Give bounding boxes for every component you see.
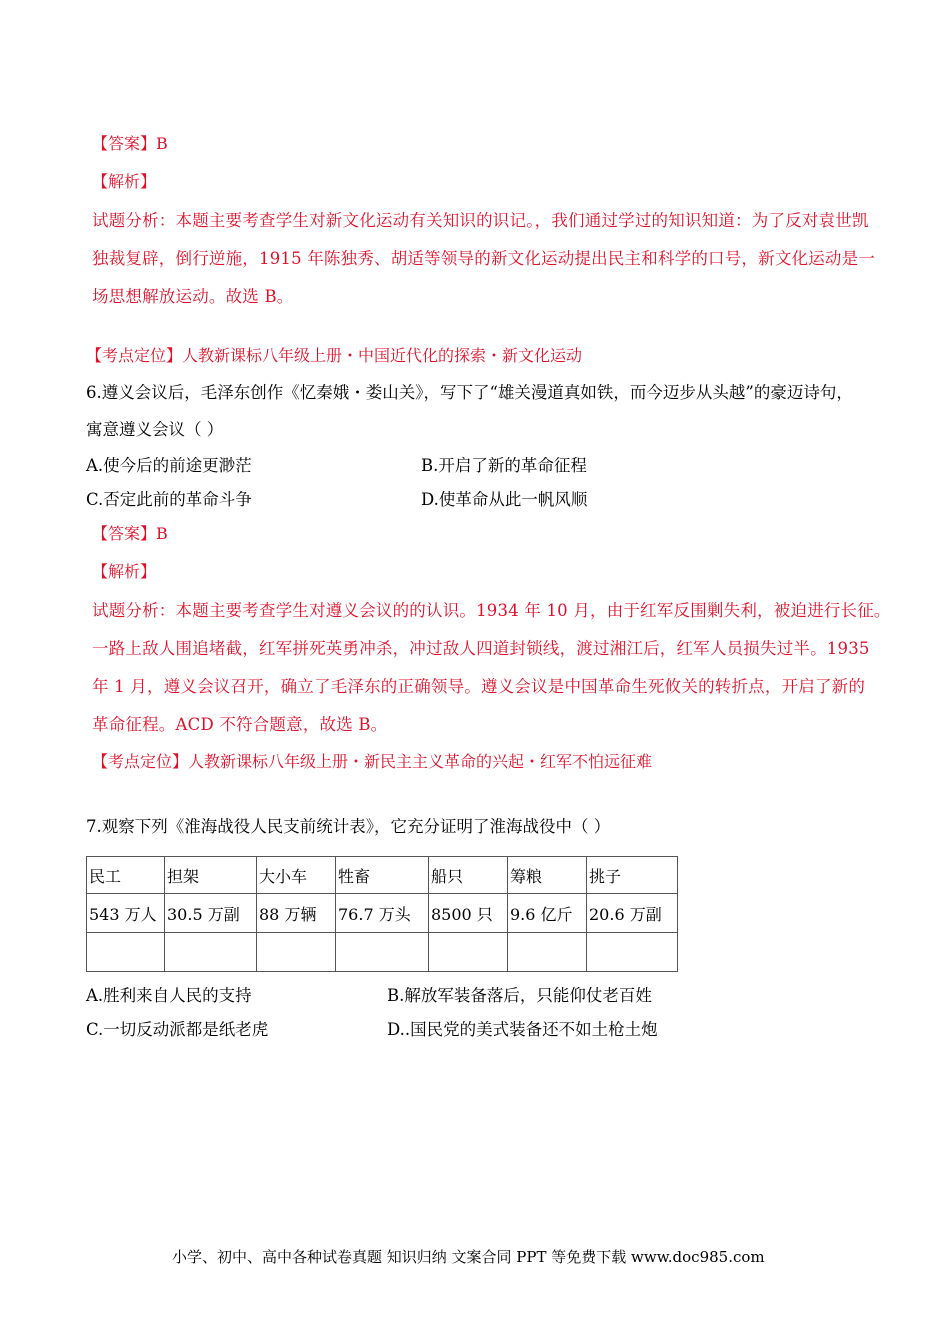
option-label: A. bbox=[86, 456, 104, 475]
q5-analysis-line-3: 场思想解放运动。故选 B。 bbox=[92, 287, 294, 306]
option-label: B. bbox=[421, 456, 439, 475]
table-header-cell: 大小车 bbox=[257, 857, 336, 894]
option-label: C. bbox=[86, 490, 104, 509]
table-header-cell: 挑子 bbox=[587, 857, 678, 894]
table-header-row bbox=[87, 857, 678, 894]
q6-answer-value: B bbox=[156, 524, 168, 543]
option-text: 使革命从此一帆风顺 bbox=[438, 490, 588, 509]
q6-option-d bbox=[421, 486, 587, 510]
table-cell: 88 万辆 bbox=[257, 894, 336, 933]
table-cell bbox=[508, 933, 587, 972]
option-label: D. bbox=[421, 490, 439, 509]
option-text: 胜利来自人民的支持 bbox=[103, 986, 252, 1005]
table-header-cell: 船只 bbox=[429, 857, 508, 894]
q5-answer-label: 【答案】 bbox=[92, 134, 157, 153]
q6-option-b bbox=[421, 452, 587, 476]
table-cell bbox=[165, 933, 257, 972]
option-text: 开启了新的革命征程 bbox=[438, 456, 587, 475]
option-label: A. bbox=[86, 986, 104, 1005]
table-cell bbox=[587, 933, 678, 972]
table-cell bbox=[429, 933, 508, 972]
q5-analysis-line-1: 试题分析：本题主要考查学生对新文化运动有关知识的识记。，我们通过学过的知识知道：为了反对袁世凯 bbox=[92, 211, 869, 230]
table-header-cell: 民工 bbox=[87, 857, 165, 894]
q6-analysis-line-2: 一路上敌人围追堵截，红军拼死英勇冲杀，冲过敌人四道封锁线，渡过湘江后，红军人员损失过半。1935 bbox=[92, 639, 870, 658]
option-label: B. bbox=[387, 986, 405, 1005]
table-header-cell: 牲畜 bbox=[336, 857, 429, 894]
option-text: 解放军装备落后，只能仰仗老百姓 bbox=[404, 986, 652, 1005]
q6-answer-label: 【答案】 bbox=[92, 524, 157, 543]
q7-option-d bbox=[387, 1016, 658, 1040]
q7-option-a bbox=[86, 982, 252, 1006]
q5-answer bbox=[92, 131, 168, 154]
q5-kaodian: 【考点定位】人教新课标八年级上册・中国近代化的探索・新文化运动 bbox=[86, 346, 583, 365]
q6-analysis-line-4: 革命征程。ACD 不符合题意，故选 B。 bbox=[92, 715, 388, 734]
table-header-cell: 筹粮 bbox=[508, 857, 587, 894]
q5-answer-value: B bbox=[156, 134, 168, 153]
page-footer: 小学、初中、高中各种试卷真题 知识归纳 文案合同 PPT 等免费下载 www.doc985.com bbox=[172, 1248, 765, 1266]
table-cell: 8500 只 bbox=[429, 894, 508, 933]
table-row bbox=[87, 894, 678, 933]
table-header-cell: 担架 bbox=[165, 857, 257, 894]
q6-option-c bbox=[86, 486, 252, 510]
option-label: C. bbox=[86, 1020, 104, 1039]
support-stats-table bbox=[86, 856, 678, 972]
q6-option-a bbox=[86, 452, 252, 476]
table-cell bbox=[87, 933, 165, 972]
table-cell: 9.6 亿斤 bbox=[508, 894, 587, 933]
option-text: 使今后的前途更渺茫 bbox=[103, 456, 252, 475]
option-text: 一切反动派都是纸老虎 bbox=[103, 1020, 269, 1039]
q6-analysis-line-1: 试题分析：本题主要考查学生对遵义会议的的认识。1934 年 10 月，由于红军反围剿失利，被迫进行长征。 bbox=[92, 601, 891, 620]
table-cell bbox=[336, 933, 429, 972]
q7-option-b bbox=[387, 982, 652, 1006]
table-cell: 20.6 万副 bbox=[587, 894, 678, 933]
q6-answer bbox=[92, 521, 168, 544]
q7-option-c bbox=[86, 1016, 268, 1040]
option-text: 否定此前的革命斗争 bbox=[103, 490, 252, 509]
table-cell: 543 万人 bbox=[87, 894, 165, 933]
table-cell: 30.5 万副 bbox=[165, 894, 257, 933]
q5-analysis-label: 【解析】 bbox=[92, 172, 157, 191]
q7-stem: 7.观察下列《淮海战役人民支前统计表》，它充分证明了淮海战役中（ ） bbox=[86, 817, 611, 836]
q5-analysis-line-2: 独裁复辟，倒行逆施，1915 年陈独秀、胡适等领导的新文化运动提出民主和科学的口号，新文化运动是一 bbox=[92, 249, 876, 268]
q6-analysis-line-3: 年 1 月，遵义会议召开，确立了毛泽东的正确领导。遵义会议是中国革命生死攸关的转折点，开启了新的 bbox=[92, 677, 866, 696]
table-cell: 76.7 万头 bbox=[336, 894, 429, 933]
table-cell bbox=[257, 933, 336, 972]
table-empty-row bbox=[87, 933, 678, 972]
option-label: D. bbox=[387, 1020, 405, 1039]
option-text: .国民党的美式装备还不如土枪土炮 bbox=[404, 1020, 658, 1039]
q6-stem-line-1: 6.遵义会议后，毛泽东创作《忆秦娥・娄山关》，写下了“雄关漫道真如铁，而今迈步从头越”的豪迈诗句， bbox=[86, 383, 853, 402]
q6-analysis-label: 【解析】 bbox=[92, 562, 157, 581]
q6-kaodian: 【考点定位】人教新课标八年级上册・新民主主义革命的兴起・红军不怕远征难 bbox=[92, 752, 653, 771]
q6-stem-line-2: 寓意遵义会议（ ） bbox=[86, 420, 224, 439]
